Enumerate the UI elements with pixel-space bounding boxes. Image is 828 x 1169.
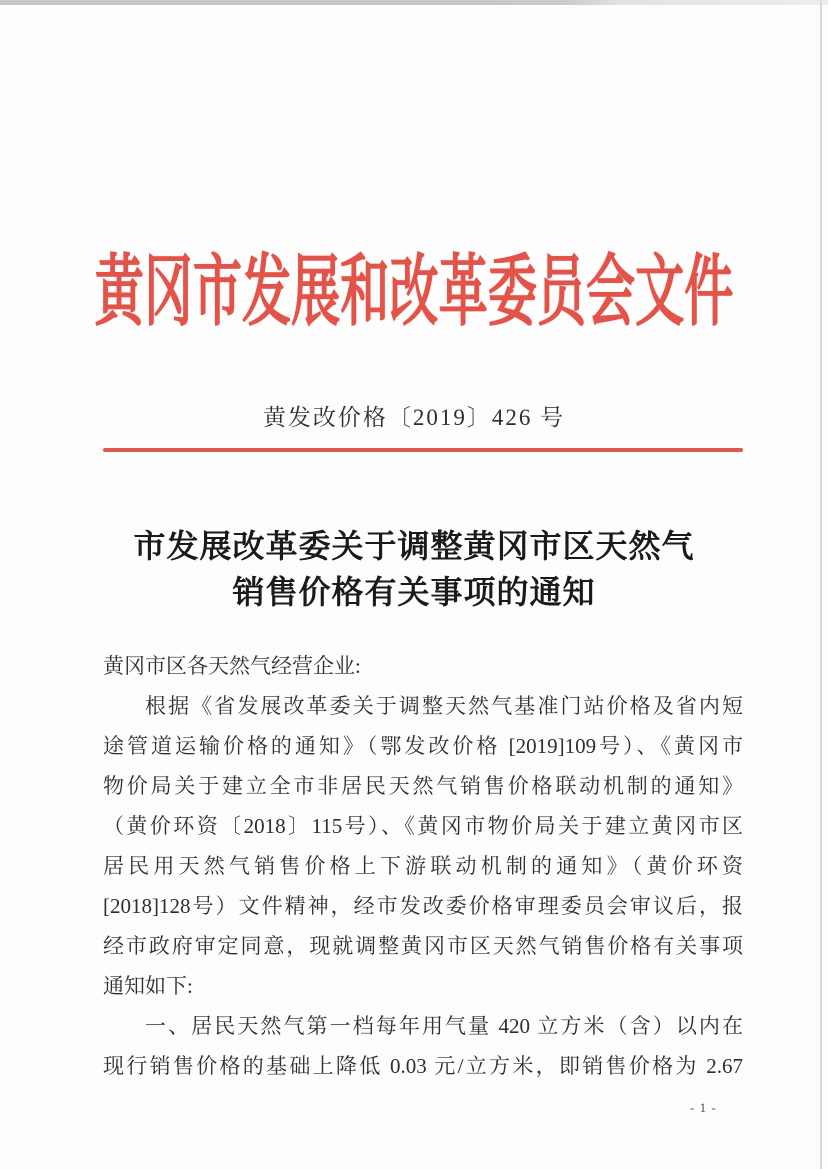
letterhead [0, 235, 828, 335]
body-text-line: （黄价环资〔2018〕115号）、《黄冈市物价局关于建立黄冈市区 [103, 814, 743, 838]
body-text-line: 途管道运输价格的通知》（鄂发改价格 [2019]109号）、《黄冈市 [103, 734, 743, 758]
body-text-line: 居民用天然气销售价格上下游联动机制的通知》（黄价环资 [103, 854, 743, 878]
body-text-line: 通知如下: [103, 974, 193, 998]
page-number: - 1 - [690, 1100, 717, 1115]
body-text-line: [2018]128号）文件精神，经市发改委价格审理委员会审议后，报 [103, 894, 743, 918]
document-body [103, 646, 743, 1086]
body-text-line: 现行销售价格的基础上降低 0.03 元/立方米，即销售价格为 2.67 [103, 1054, 743, 1078]
body-text-line: 物价局关于建立全市非居民天然气销售价格联动机制的通知》 [103, 774, 743, 798]
body-text-line: 根据《省发展改革委关于调整天然气基准门站价格及省内短 [145, 694, 743, 718]
body-text-line: 黄冈市区各天然气经营企业: [103, 654, 361, 678]
body-text-line: 经市政府审定同意，现就调整黄冈市区天然气销售价格有关事项 [103, 934, 743, 958]
red-separator-rule [103, 448, 743, 452]
agency-letterhead-title: 黄冈市发展和改革委员会文件 [94, 248, 734, 335]
document-title-line-2: 销售价格有关事项的通知 [232, 574, 596, 610]
document-title-line-1: 市发展改革委关于调整黄冈市区天然气 [133, 528, 695, 564]
scan-edge-top [0, 0, 828, 5]
body-text-line: 一、居民天然气第一档每年用气量 420 立方米（含）以内在 [145, 1014, 743, 1038]
document-title [0, 523, 828, 615]
document-reference-number: 黄发改价格〔2019〕426 号 [262, 405, 566, 430]
